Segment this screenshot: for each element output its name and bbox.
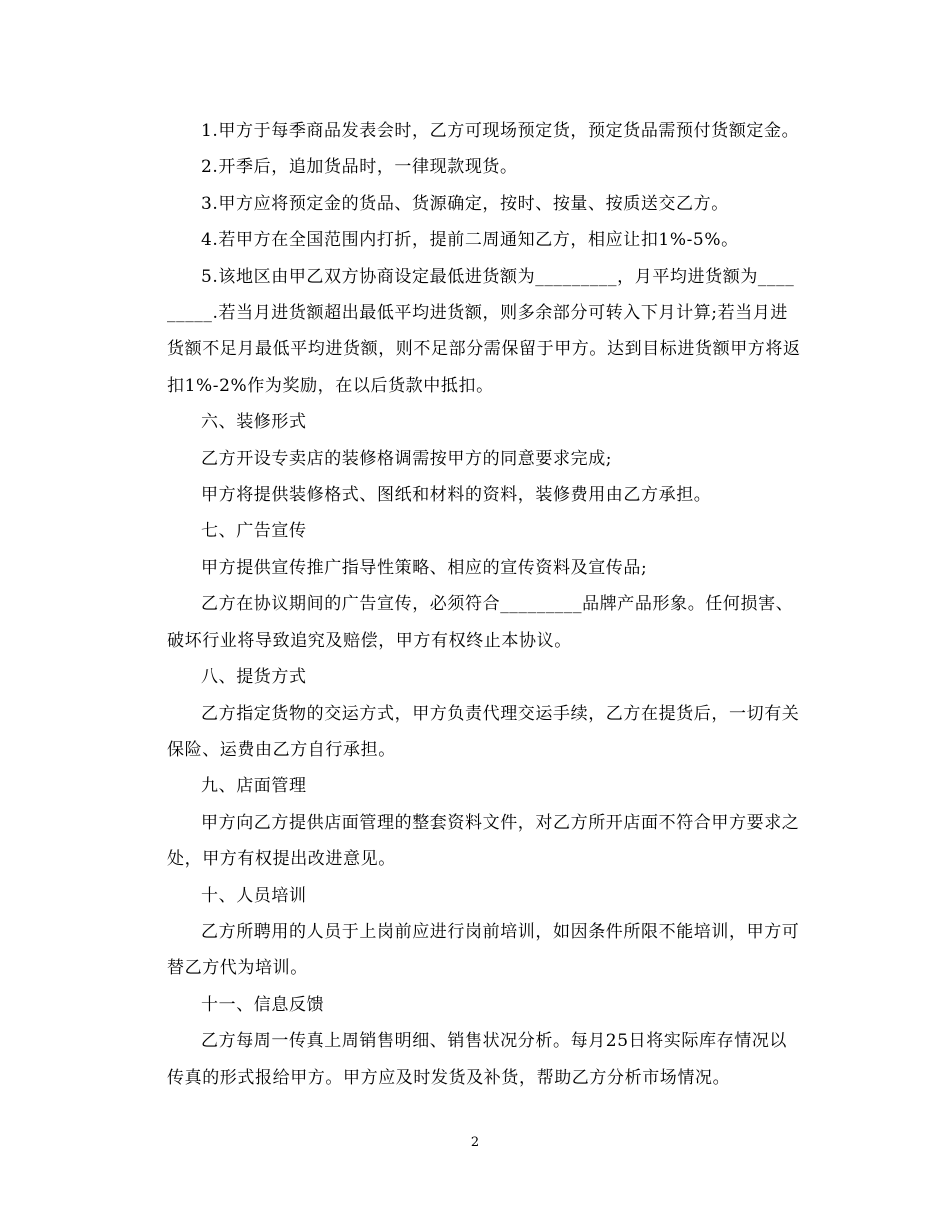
section-heading-decoration: 六、装修形式	[201, 412, 307, 433]
section-heading-feedback: 十一、信息反馈	[201, 994, 325, 1015]
page-number: 2	[470, 1135, 480, 1150]
clause-3: 3.甲方应将预定金的货品、货源确定，按时、按量、按质送交乙方。	[201, 193, 729, 214]
feedback-paragraph: 乙方每周一传真上周销售明细、销售状况分析。每月25日将实际库存情况以传真的形式报给甲方。甲方应及时发货及补货，帮助乙方分析市场情况。	[167, 1031, 788, 1088]
decoration-paragraph-2: 甲方将提供装修格式、图纸和材料的资料，装修费用由乙方承担。	[201, 485, 712, 506]
document-body	[167, 113, 803, 1096]
clause-1: 1.甲方于每季商品发表会时，乙方可现场预定货，预定货品需预付货额定金。	[201, 121, 800, 141]
section-heading-store-management: 九、店面管理	[201, 776, 307, 797]
store-management-paragraph: 甲方向乙方提供店面管理的整套资料文件，对乙方所开店面不符合甲方要求之处，甲方有权提出改进意见。	[167, 812, 800, 870]
advertising-paragraph-2: 乙方在协议期间的广告宣传，必须符合_________品牌产品形象。任何损害、破坏行业将导致追究及赔偿，甲方有权终止本协议。	[167, 594, 794, 651]
clause-5: 5.该地区由甲乙双方协商设定最低进货额为_________，月平均进货额为_________.若当月进货额超出最低平均进货额，则多余部分可转入下月计算;若当月进货额不足月最低平均进货额，则不足部分需保留于甲方。达到目标进货额甲方将返扣1%-2%作为奖励，在以后货款中抵扣。	[167, 266, 801, 396]
section-heading-training: 十、人员培训	[201, 885, 307, 906]
advertising-paragraph-1: 甲方提供宣传推广指导性策略、相应的宣传资料及宣传品;	[201, 557, 648, 578]
section-heading-advertising: 七、广告宣传	[201, 521, 307, 542]
training-paragraph: 乙方所聘用的人员于上岗前应进行岗前培训，如因条件所限不能培训，甲方可替乙方代为培训。	[167, 921, 800, 979]
decoration-paragraph-1: 乙方开设专卖店的装修格调需按甲方的同意要求完成;	[201, 448, 613, 469]
delivery-paragraph: 乙方指定货物的交运方式，甲方负责代理交运手续，乙方在提货后，一切有关保险、运费由乙方自行承担。	[167, 703, 800, 760]
clause-2: 2.开季后，追加货品时，一律现款现货。	[201, 157, 518, 178]
section-heading-delivery: 八、提货方式	[201, 667, 307, 688]
clause-4: 4.若甲方在全国范围内打折，提前二周通知乙方，相应让扣1%-5%。	[201, 230, 739, 251]
